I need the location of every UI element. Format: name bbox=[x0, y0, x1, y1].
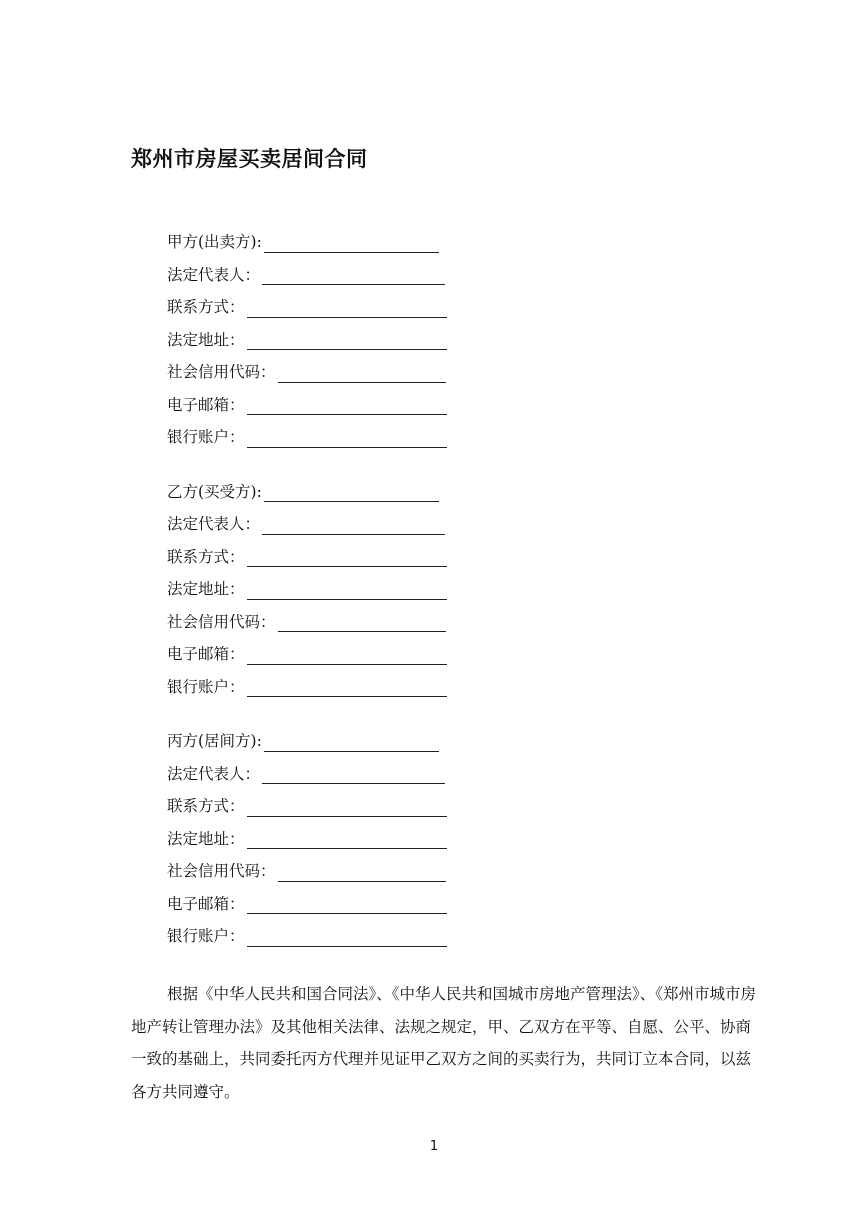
form-field-row bbox=[167, 385, 467, 418]
party-info-section bbox=[167, 222, 467, 971]
fill-in-blank[interactable] bbox=[247, 299, 447, 318]
fill-in-blank[interactable] bbox=[247, 646, 447, 665]
form-field-row bbox=[167, 255, 467, 288]
form-field-row bbox=[167, 819, 467, 852]
form-field-row bbox=[167, 754, 467, 787]
form-field-row bbox=[167, 634, 467, 667]
form-field-row bbox=[167, 916, 467, 949]
field-label: 法定地址： bbox=[167, 829, 245, 848]
fill-in-blank[interactable] bbox=[247, 429, 447, 448]
field-label: 丙方(居间方): bbox=[167, 732, 262, 750]
field-label: 乙方(买受方): bbox=[167, 482, 262, 501]
form-field-row bbox=[167, 721, 467, 754]
field-label: 法定代表人： bbox=[167, 515, 261, 533]
field-label: 社会信用代码： bbox=[167, 862, 276, 880]
fill-in-blank[interactable] bbox=[247, 895, 447, 914]
field-label: 银行账户： bbox=[167, 927, 245, 945]
form-field-row bbox=[167, 884, 467, 917]
fill-in-blank[interactable] bbox=[278, 613, 446, 632]
form-field-row bbox=[167, 851, 467, 884]
form-field-row bbox=[167, 504, 467, 537]
field-label: 电子邮箱： bbox=[167, 395, 245, 414]
form-field-row bbox=[167, 352, 467, 385]
preamble-paragraph: 根据《中华人民共和国合同法》、《中华人民共和国城市房地产管理法》、《郑州市城市房地产转让管理办法》及其他相关法律、法规之规定，甲、乙双方在平等、自愿、公平、协商一致的基础上，共同委托丙方代理并见证甲乙双方之间的买卖行为，共同订立本合同，以兹各方共同遵守。 bbox=[131, 985, 757, 1101]
field-label: 联系方式： bbox=[167, 547, 245, 566]
fill-in-blank[interactable] bbox=[264, 733, 439, 752]
form-field-row bbox=[167, 320, 467, 353]
fill-in-blank[interactable] bbox=[247, 830, 447, 849]
fill-in-blank[interactable] bbox=[247, 678, 447, 697]
fill-in-blank[interactable] bbox=[262, 765, 445, 784]
field-label: 法定代表人： bbox=[167, 265, 261, 284]
page-number: 1 bbox=[429, 1139, 439, 1154]
party-c-block bbox=[167, 721, 467, 949]
fill-in-blank[interactable] bbox=[278, 863, 446, 882]
field-label: 电子邮箱： bbox=[167, 645, 245, 663]
party-a-block bbox=[167, 222, 467, 450]
field-label: 甲方(出卖方): bbox=[167, 233, 262, 251]
field-label: 联系方式： bbox=[167, 298, 245, 316]
fill-in-blank[interactable] bbox=[278, 364, 446, 383]
field-label: 法定地址： bbox=[167, 580, 245, 598]
party-b-block bbox=[167, 472, 467, 700]
document-title: 郑州市房屋买卖居间合同 bbox=[131, 147, 368, 171]
fill-in-blank[interactable] bbox=[247, 396, 447, 415]
field-label: 社会信用代码： bbox=[167, 612, 276, 631]
form-field-row bbox=[167, 537, 467, 570]
fill-in-blank[interactable] bbox=[247, 928, 447, 947]
fill-in-blank[interactable] bbox=[262, 266, 445, 285]
field-label: 银行账户： bbox=[167, 428, 245, 446]
fill-in-blank[interactable] bbox=[264, 234, 439, 253]
form-field-row bbox=[167, 222, 467, 255]
fill-in-blank[interactable] bbox=[247, 581, 447, 600]
fill-in-blank[interactable] bbox=[247, 548, 447, 567]
form-field-row bbox=[167, 667, 467, 700]
form-field-row bbox=[167, 417, 467, 450]
form-field-row bbox=[167, 569, 467, 602]
fill-in-blank[interactable] bbox=[247, 331, 447, 350]
fill-in-blank[interactable] bbox=[262, 516, 445, 535]
field-label: 联系方式： bbox=[167, 797, 245, 815]
form-field-row bbox=[167, 472, 467, 505]
fill-in-blank[interactable] bbox=[264, 483, 439, 502]
field-label: 法定代表人： bbox=[167, 764, 261, 783]
field-label: 社会信用代码： bbox=[167, 363, 276, 381]
form-field-row bbox=[167, 786, 467, 819]
form-field-row bbox=[167, 602, 467, 635]
field-label: 法定地址： bbox=[167, 330, 245, 349]
field-label: 电子邮箱： bbox=[167, 894, 245, 913]
form-field-row bbox=[167, 287, 467, 320]
fill-in-blank[interactable] bbox=[247, 798, 447, 817]
field-label: 银行账户： bbox=[167, 677, 245, 696]
